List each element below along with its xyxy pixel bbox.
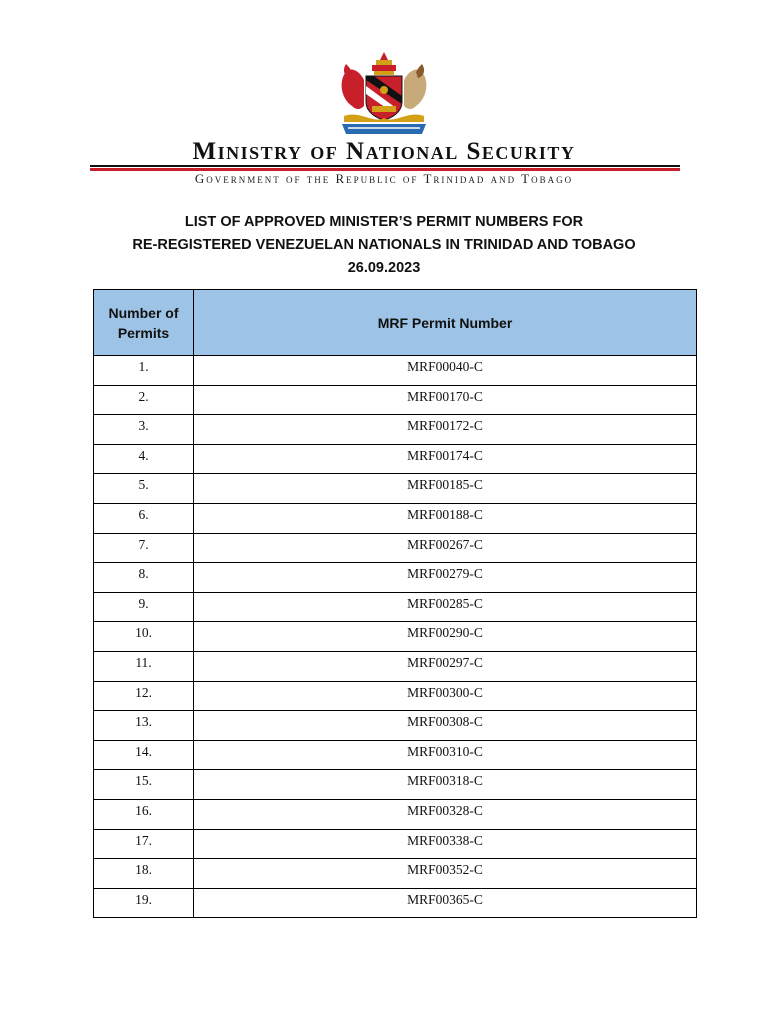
row-number: 19. (135, 891, 152, 907)
coat-of-arms-icon (334, 50, 434, 136)
permit-number: MRF00308-C (407, 714, 483, 730)
permit-number: MRF00297-C (407, 654, 483, 670)
permit-number: MRF00170-C (407, 388, 483, 404)
permit-number: MRF00285-C (407, 595, 483, 611)
table-row (94, 474, 697, 504)
permit-number-cell (194, 385, 697, 415)
row-number-cell (94, 711, 194, 741)
permit-number-cell (194, 859, 697, 889)
table-row (94, 681, 697, 711)
row-number: 11. (135, 654, 152, 670)
row-number: 8. (138, 566, 149, 582)
permit-number: MRF00172-C (407, 418, 483, 434)
row-number-cell (94, 356, 194, 386)
row-number: 14. (135, 743, 152, 759)
column-header-permit: MRF Permit Number (194, 290, 697, 356)
permit-number-cell (194, 711, 697, 741)
document-title-line-2: RE-REGISTERED VENEZUELAN NATIONALS IN TRINIDAD AND TOBAGO (132, 237, 636, 253)
permit-number: MRF00338-C (407, 832, 483, 848)
permit-number: MRF00174-C (407, 447, 483, 463)
permit-number: MRF00290-C (407, 625, 483, 641)
row-number-cell (94, 681, 194, 711)
row-number: 5. (138, 477, 149, 493)
ministry-title: Ministry of National Security (192, 138, 576, 165)
permit-number: MRF00352-C (407, 862, 483, 878)
row-number-cell (94, 829, 194, 859)
table-row (94, 740, 697, 770)
row-number: 2. (138, 388, 149, 404)
row-number: 10. (135, 625, 152, 641)
permit-number: MRF00279-C (407, 566, 483, 582)
permit-number: MRF00185-C (407, 477, 483, 493)
header-rule-black (90, 165, 680, 167)
table-row (94, 385, 697, 415)
table-row (94, 888, 697, 918)
permit-number-cell (194, 503, 697, 533)
permit-number: MRF00267-C (407, 536, 483, 552)
permit-number-cell (194, 799, 697, 829)
permit-number-cell (194, 592, 697, 622)
row-number: 12. (135, 684, 152, 700)
permit-number-cell (194, 829, 697, 859)
table-row (94, 356, 697, 386)
permit-number-cell (194, 651, 697, 681)
permit-number: MRF00300-C (407, 684, 483, 700)
document-title-line-1: LIST OF APPROVED MINISTER’S PERMIT NUMBERS FOR (184, 214, 584, 230)
permit-table (93, 289, 697, 918)
table-row (94, 711, 697, 741)
permit-number-cell (194, 888, 697, 918)
permit-number: MRF00318-C (407, 773, 483, 789)
row-number-cell (94, 799, 194, 829)
row-number: 18. (135, 862, 152, 878)
row-number: 9. (138, 595, 149, 611)
table-row (94, 770, 697, 800)
permit-number-cell (194, 415, 697, 445)
permit-number: MRF00328-C (407, 802, 483, 818)
row-number: 16. (135, 802, 152, 818)
table-row (94, 503, 697, 533)
row-number-cell (94, 651, 194, 681)
row-number-cell (94, 503, 194, 533)
row-number-cell (94, 888, 194, 918)
row-number: 17. (135, 832, 152, 848)
table-row (94, 859, 697, 889)
permit-number-cell (194, 444, 697, 474)
permit-number-cell (194, 474, 697, 504)
permit-number: MRF00365-C (407, 891, 483, 907)
row-number: 1. (138, 359, 149, 374)
column-header-number: Number of Permits (94, 290, 194, 356)
row-number: 15. (135, 773, 152, 789)
row-number-cell (94, 622, 194, 652)
row-number-cell (94, 859, 194, 889)
table-row (94, 829, 697, 859)
table-row (94, 563, 697, 593)
table-header-row (94, 290, 697, 356)
table-row (94, 651, 697, 681)
table-row (94, 415, 697, 445)
row-number: 7. (138, 536, 149, 552)
permit-number-cell (194, 770, 697, 800)
row-number-cell (94, 415, 194, 445)
table-row (94, 533, 697, 563)
row-number-cell (94, 385, 194, 415)
permit-number-cell (194, 622, 697, 652)
row-number-cell (94, 444, 194, 474)
row-number-cell (94, 563, 194, 593)
permit-number-cell (194, 681, 697, 711)
row-number: 13. (135, 714, 152, 730)
document-date: 26.09.2023 (347, 260, 421, 276)
permit-number: MRF00188-C (407, 506, 483, 522)
table-row (94, 444, 697, 474)
permit-number: MRF00040-C (407, 359, 483, 374)
row-number-cell (94, 740, 194, 770)
table-row (94, 799, 697, 829)
row-number: 4. (138, 447, 149, 463)
row-number: 6. (138, 506, 149, 522)
table-row (94, 622, 697, 652)
row-number-cell (94, 770, 194, 800)
permit-number-cell (194, 563, 697, 593)
permit-number-cell (194, 740, 697, 770)
permit-number-cell (194, 533, 697, 563)
permit-number: MRF00310-C (407, 743, 483, 759)
row-number: 3. (138, 418, 149, 434)
government-subtitle: Government of the Republic of Trinidad and Tobago (194, 171, 574, 186)
row-number-cell (94, 592, 194, 622)
table-row (94, 592, 697, 622)
row-number-cell (94, 474, 194, 504)
row-number-cell (94, 533, 194, 563)
permit-number-cell (194, 356, 697, 386)
